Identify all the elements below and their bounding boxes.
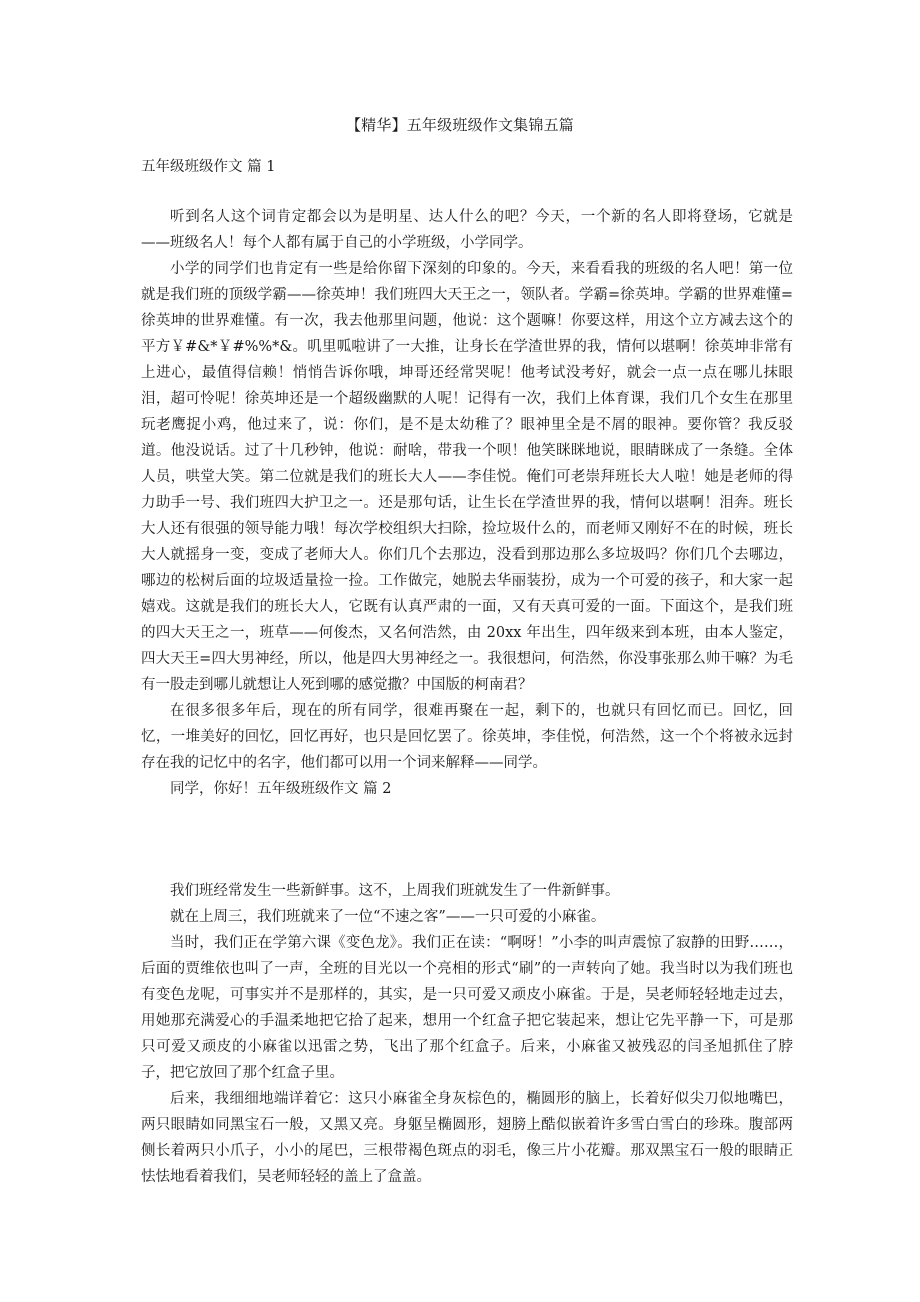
paragraph: 我们班经常发生一些新鲜事。这不，上周我们班就发生了一件新鲜事。 [170, 883, 620, 899]
paragraph: 就在上周三，我们班就来了一位“不速之客”——一只可爱的小麻雀。 [170, 909, 606, 925]
paragraph: 在很多很多年后，现在的所有同学，很难再聚在一起，剩下的，也就只有回忆而已。回忆，回忆，一堆美好的回忆，回忆再好，也只是回忆罢了。徐英坤，李佳悦，何浩然，这一个个将被永远封存在我的记忆中的名字，他们都可以用一个词来解释——同学。 [141, 703, 793, 771]
article-1-body [141, 204, 793, 802]
paragraph: 后来，我细细地端详着它：这只小麻雀全身灰棕色的，椭圆形的脑上，长着好似尖刀似地嘴巴，两只眼睛如同黑宝石一般，又黑又亮。身躯呈椭圆形，翅膀上酷似嵌着许多雪白雪白的珍珠。腹部两侧长着两只小爪子，小小的尾巴，三根带褐色斑点的羽毛，像三片小花瓣。那双黑宝石一般的眼睛正怯怯地看着我们，吴老师轻轻的盖上了盒盖。 [141, 1091, 793, 1185]
article-1-heading: 五年级班级作文 篇 1 [141, 159, 276, 175]
paragraph: 当时，我们正在学第六课《变色龙》。我们正在读：“啊呀！”小李的叫声震惊了寂静的田野……，后面的贾维依也叫了一声，全班的目光以一个亮相的形式“刷”的一声转向了她。我当时以为我们班也有变色龙呢，可事实并不是那样的，其实，是一只可爱又顽皮小麻雀。于是，吴老师轻轻地走过去，用她那充满爱心的手温柔地把它拾了起来，想用一个红盒子把它装起来，想让它先平静一下，可是那只可爱又顽皮的小麻雀以迅雷之势，飞出了那个红盒子。后来，小麻雀又被残忍的闫圣旭抓住了脖子，把它放回了那个红盒子里。 [141, 935, 793, 1081]
article-2-body [141, 878, 793, 1190]
paragraph: 听到名人这个词肯定都会以为是明星、达人什么的吧？今天，一个新的名人即将登场，它就是——班级名人！每个人都有属于自己的小学班级，小学同学。 [141, 209, 793, 251]
paragraph: 同学，你好！五年级班级作文 篇 2 [170, 781, 392, 797]
paragraph: 小学的同学们也肯定有一些是给你留下深刻的印象的。今天，来看看我的班级的名人吧！第一位就是我们班的顶级学霸——徐英坤！我们班四大天王之一，领队者。学霸=徐英坤。学霸的世界难懂=徐英坤的世界难懂。有一次，我去他那里问题，他说：这个题嘛！你要这样，用这个立方减去这个的平方￥#&*￥#%%*&。叽里呱啦讲了一大推，让身长在学渣世界的我，情何以堪啊！徐英坤非常有上进心，最值得信赖！悄悄告诉你哦，坤哥还经常哭呢！他考试没考好，就会一点一点在哪儿抹眼泪，超可怜呢！徐英坤还是一个超级幽默的人呢！记得有一次，我们上体育课，我们几个女生在那里玩老鹰捉小鸡，他过来了，说：你们，是不是太幼稚了？眼神里全是不屑的眼神。要你管？我反驳道。他没说话。过了十几秒钟，他说：耐啥，带我一个呗！他笑眯眯地说，眼睛眯成了一条缝。全体人员，哄堂大笑。第二位就是我们的班长大人——李佳悦。俺们可老崇拜班长大人啦！她是老师的得力助手一号、我们班四大护卫之一。还是那句话，让生长在学渣世界的我，情何以堪啊！泪奔。班长大人还有很强的领导能力哦！每次学校组织大扫除，捡垃圾什么的，而老师又刚好不在的时候，班长大人就摇身一变，变成了老师大人。你们几个去那边，没看到那边那么多垃圾吗？你们几个去哪边，哪边的松树后面的垃圾适量捡一捡。工作做完，她脱去华丽装扮，成为一个可爱的孩子，和大家一起嬉戏。这就是我们的班长大人，它既有认真严肃的一面，又有天真可爱的一面。下面这个，是我们班的四大天王之一，班草——何俊杰，又名何浩然，由 20xx 年出生，四年级来到本班，由本人鉴定，四大天王=四大男神经，所以，他是四大男神经之一。我很想问，何浩然，你没事张那么帅干嘛？为毛有一股走到哪儿就想让人死到哪的感觉撒？中国版的柯南君？ [141, 261, 793, 693]
document-title: 【精华】五年级班级作文集锦五篇 [345, 116, 574, 134]
